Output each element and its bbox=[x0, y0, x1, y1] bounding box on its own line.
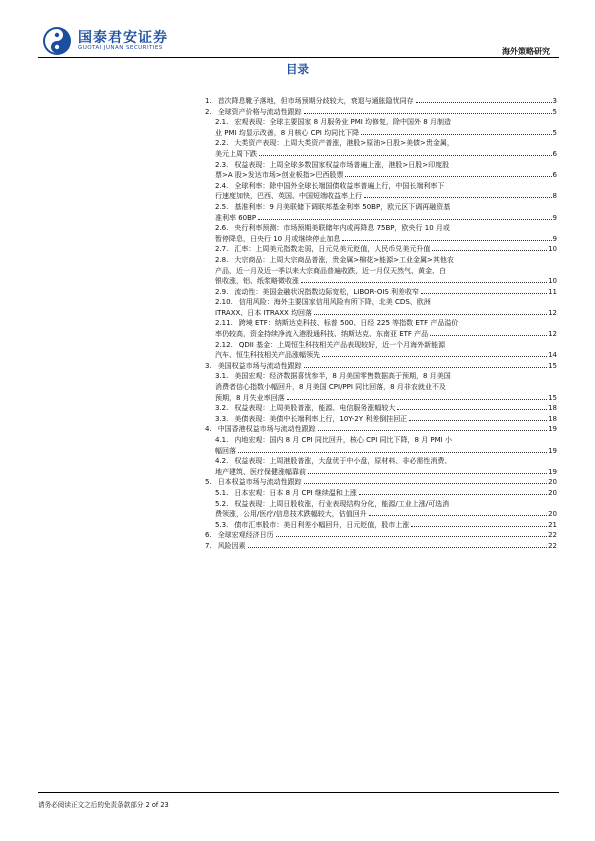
toc-entry-text: 权益表现：上周港股普涨，大盘优于中小盘，原材料、非必需性消费、 bbox=[234, 457, 452, 466]
toc-entry-text: 跨境 ETF：纳斯达克科技、标普 500、日经 225 等指数 ETF 产品溢价 bbox=[238, 319, 459, 328]
toc-entry[interactable] bbox=[205, 477, 557, 488]
toc-leader-dots bbox=[318, 430, 547, 431]
toc-entry[interactable] bbox=[205, 361, 557, 372]
toc-entry-text: 中国香港权益市场与流动性跟踪 bbox=[217, 425, 316, 434]
toc-page-number: 5 bbox=[552, 128, 557, 137]
toc-entry[interactable] bbox=[205, 340, 557, 361]
toc-entry-number: 5. bbox=[205, 478, 212, 487]
toc-entry-number: 3.3. bbox=[215, 414, 229, 423]
toc-entry[interactable] bbox=[205, 287, 557, 298]
toc-entry-number: 2.2. bbox=[215, 139, 229, 148]
toc-entry-number: 2.4. bbox=[215, 181, 229, 190]
toc-leader-dots bbox=[238, 452, 547, 453]
toc-entry-text: 日本宏观：日本 8 月 CPI 继续温和上涨 bbox=[234, 488, 357, 497]
toc-leader-dots bbox=[369, 515, 547, 516]
toc-entry-text: 美元上周下跌 bbox=[215, 149, 257, 158]
toc-entry-number: 2.10. bbox=[215, 298, 233, 307]
toc-leader-dots bbox=[364, 197, 552, 198]
toc-entry[interactable] bbox=[205, 318, 557, 339]
toc-leader-dots bbox=[276, 536, 547, 537]
toc-entry[interactable] bbox=[205, 456, 557, 477]
toc-page-number: 20 bbox=[548, 510, 557, 519]
toc-entry-number: 2.9. bbox=[215, 287, 229, 296]
toc-page-number: 22 bbox=[548, 531, 557, 540]
toc-page-number: 9 bbox=[552, 234, 557, 243]
report-type-label: 海外策略研究 bbox=[502, 47, 550, 56]
toc-entry-number: 2.12. bbox=[215, 340, 233, 349]
toc-page-number: 6 bbox=[552, 149, 557, 158]
toc-page-number: 19 bbox=[548, 467, 557, 476]
toc-entry-number: 6. bbox=[205, 531, 212, 540]
toc-entry-text: 行速度加快，巴西、英国、中国短端收益率上行 bbox=[215, 192, 362, 201]
toc-entry-number: 2.8. bbox=[215, 255, 229, 264]
toc-entry-number: 1. bbox=[205, 97, 212, 105]
toc-page-number: 14 bbox=[548, 351, 557, 360]
toc-entry-number: 2.11. bbox=[215, 319, 233, 328]
toc-page-number: 19 bbox=[548, 446, 557, 455]
toc-page-number: 12 bbox=[548, 330, 557, 339]
toc-entry[interactable] bbox=[205, 435, 557, 456]
toc-page-number: 15 bbox=[548, 393, 557, 402]
toc-entry[interactable] bbox=[205, 520, 557, 531]
toc-leader-dots bbox=[301, 282, 547, 283]
toc-leader-dots bbox=[430, 335, 547, 336]
toc-entry[interactable] bbox=[205, 181, 557, 202]
toc-leader-dots bbox=[314, 314, 547, 315]
toc-entry-number: 5.1. bbox=[215, 488, 229, 497]
toc-title: 目录 bbox=[286, 62, 309, 76]
toc-entry[interactable] bbox=[205, 244, 557, 255]
toc-entry[interactable] bbox=[205, 160, 557, 181]
toc-entry-text: 日本权益市场与流动性跟踪 bbox=[217, 478, 302, 487]
toc-page-number: 6 bbox=[552, 171, 557, 180]
toc-entry[interactable] bbox=[205, 414, 557, 425]
toc-leader-dots bbox=[322, 356, 547, 357]
toc-entry-number: 2.7. bbox=[215, 245, 229, 254]
toc-entry-text: 消费者信心指数小幅回升，8 月美国 CPI/PPI 同比回落，8 月非农就业不及 bbox=[215, 383, 446, 392]
toc-entry-number: 2.1. bbox=[215, 118, 229, 127]
toc-entry-text: 宏观表现：全球主要国家 8 月服务业 PMI 均修复，除中国外 8 月制造 bbox=[234, 118, 451, 127]
toc-entry-text: 率仍较高，资金持续净流入港股通科技、纳斯达克、东南亚 ETF 产品 bbox=[215, 330, 429, 339]
toc-entry-number: 2. bbox=[205, 107, 212, 116]
toc-page-number: 20 bbox=[548, 478, 557, 487]
toc-page-number: 11 bbox=[548, 287, 557, 296]
toc-page-number: 19 bbox=[548, 425, 557, 434]
table-of-contents bbox=[205, 96, 557, 552]
toc-page-number: 8 bbox=[552, 192, 557, 201]
toc-page-number: 18 bbox=[548, 404, 557, 413]
toc-entry-number: 2.3. bbox=[215, 160, 229, 169]
page-header bbox=[38, 26, 558, 56]
toc-leader-dots bbox=[432, 250, 547, 251]
toc-entry[interactable] bbox=[205, 530, 557, 541]
toc-entry-text: 流动性：美国金融状况指数边际宽松，LIBOR-OIS 利差收窄 bbox=[234, 287, 420, 296]
footer-divider bbox=[38, 792, 559, 793]
toc-entry[interactable] bbox=[205, 117, 557, 138]
toc-leader-dots bbox=[345, 176, 551, 177]
toc-entry-text: 债市汇率股市：美日利差小幅回升，日元贬值，股市上涨 bbox=[234, 520, 410, 529]
toc-entry-text: ITRAXX、日本 ITRAXX 均回落 bbox=[215, 308, 313, 317]
toc-entry-text: 银收涨，铝、纸浆略微收涨 bbox=[215, 277, 299, 286]
toc-entry-number: 4.1. bbox=[215, 436, 229, 444]
toc-entry[interactable] bbox=[205, 297, 557, 318]
toc-entry[interactable] bbox=[205, 424, 557, 435]
toc-page-number: 9 bbox=[552, 213, 557, 222]
toc-page-number: 12 bbox=[548, 308, 557, 317]
toc-page-number: 5 bbox=[552, 107, 557, 116]
brand-name-cn: 国泰君安证券 bbox=[78, 30, 168, 46]
toc-leader-dots bbox=[258, 219, 551, 220]
toc-entry-text: 大类资产表现：上周大类资产普涨，港股>原油>日股>美债>贵金属， bbox=[234, 139, 454, 148]
toc-leader-dots bbox=[304, 113, 552, 114]
toc-entry-text: 风险因素 bbox=[217, 541, 246, 550]
toc-entry-number: 4. bbox=[205, 425, 212, 434]
toc-entry-text: 信用风险：海外主要国家信用风险有所下降，北美 CDS、欧洲 bbox=[238, 298, 431, 307]
toc-entry-number: 7. bbox=[205, 541, 212, 550]
toc-entry-text: 业 PMI 均显示改善，8 月核心 CPI 均同比下降 bbox=[215, 128, 360, 137]
toc-leader-dots bbox=[287, 399, 547, 400]
toc-leader-dots bbox=[361, 134, 551, 135]
toc-entry-text: 权益表现：上周全球多数国家权益市场普遍上涨，港股>日股>印度股 bbox=[234, 160, 450, 169]
toc-entry-number: 3. bbox=[205, 361, 212, 370]
toc-entry-text: 内地宏观：国内 8 月 CPI 同比回升，核心 CPI 同比下降，8 月 PMI 小 bbox=[234, 436, 452, 444]
toc-leader-dots bbox=[342, 240, 551, 241]
toc-entry-text: 首次降息靴子落地，但市场预期分歧较大，衰退与通胀隐忧同存 bbox=[217, 97, 414, 105]
toc-leader-dots bbox=[397, 409, 547, 410]
toc-leader-dots bbox=[411, 526, 547, 527]
toc-page-number: 21 bbox=[548, 520, 557, 529]
toc-page-number: 20 bbox=[548, 488, 557, 497]
toc-page-number: 22 bbox=[548, 541, 557, 550]
toc-entry-text: 准利率 60BP bbox=[215, 213, 257, 222]
toc-page-number: 10 bbox=[548, 245, 557, 254]
toc-entry-text: 全球利率：除中国外全球长端国债收益率普遍上行，中国长端利率下 bbox=[234, 181, 445, 190]
toc-entry-text: 产品，近一月及近一季以来大宗商品普遍收跌，近一月仅天然气、黄金、白 bbox=[215, 266, 446, 275]
toc-leader-dots bbox=[259, 155, 552, 156]
toc-entry-text: 汽车、恒生科技相关产品涨幅领先 bbox=[215, 351, 320, 360]
company-logo-icon bbox=[42, 26, 72, 56]
toc-entry-text: 全球资产价格与流动性跟踪 bbox=[217, 107, 302, 116]
toc-entry-text: 票>A 股>发达市场>创业板指>巴西股票 bbox=[215, 171, 344, 180]
toc-page-number: 15 bbox=[548, 361, 557, 370]
toc-entry-number: 4.2. bbox=[215, 457, 229, 466]
toc-entry-text: 费领涨，公用/医疗/信息技术跌幅较大，估值回升 bbox=[215, 510, 367, 519]
toc-entry-text: 全球宏观经济日历 bbox=[217, 531, 274, 540]
toc-entry-number: 5.3. bbox=[215, 520, 229, 529]
toc-entry[interactable] bbox=[205, 371, 557, 403]
toc-entry-text: 权益表现：上周美股普涨，能源、电信服务涨幅较大 bbox=[234, 404, 396, 413]
toc-entry[interactable] bbox=[205, 138, 557, 159]
toc-entry[interactable] bbox=[205, 403, 557, 414]
toc-page-number: 10 bbox=[548, 277, 557, 286]
toc-entry-text: 美债表现：美债中长端利率上行，10Y-2Y 利差倒挂回正 bbox=[234, 414, 408, 423]
toc-entry-number: 3.2. bbox=[215, 404, 229, 413]
toc-leader-dots bbox=[416, 102, 552, 103]
toc-entry-text: 汇率：上周美元指数走弱，日元兑美元贬值，人民币兑美元升值 bbox=[234, 245, 431, 254]
toc-leader-dots bbox=[421, 293, 547, 294]
toc-entry-text: QDII 基金：上周恒生科技相关产品表现较好，近一个月海外新能源 bbox=[238, 340, 446, 349]
toc-entry[interactable] bbox=[205, 541, 557, 552]
toc-entry-text: 美国权益市场与流动性跟踪 bbox=[217, 361, 302, 370]
toc-entry-number: 2.6. bbox=[215, 224, 229, 233]
toc-page-number: 18 bbox=[548, 414, 557, 423]
toc-entry-text: 暂停降息，日央行 10 月或继续停止加息 bbox=[215, 234, 341, 243]
brand-name-en: GUOTAI JUNAN SECURITIES bbox=[78, 45, 163, 51]
toc-leader-dots bbox=[304, 483, 547, 484]
toc-entry-text: 幅回落 bbox=[215, 446, 236, 455]
toc-entry[interactable] bbox=[205, 499, 557, 520]
toc-entry-text: 大宗商品：上周大宗商品普涨，贵金属>棉花>能源>工业金属>其他农 bbox=[234, 255, 454, 264]
toc-leader-dots bbox=[359, 494, 547, 495]
toc-leader-dots bbox=[304, 367, 547, 368]
toc-entry[interactable] bbox=[205, 202, 557, 223]
toc-entry-text: 地产建筑、医疗保健涨幅靠前 bbox=[215, 467, 306, 476]
toc-entry[interactable] bbox=[205, 488, 557, 499]
toc-entry-text: 权益表现：上周日股收涨，行业表现结构分化，能源/工业上涨/可选消 bbox=[234, 499, 450, 508]
header-divider bbox=[38, 57, 559, 58]
toc-entry-number: 5.2. bbox=[215, 499, 229, 508]
toc-entry-text: 基准利率：9 月美联储下调联邦基金利率 50BP，欧元区下调再融资基 bbox=[234, 202, 451, 211]
toc-leader-dots bbox=[409, 420, 547, 421]
toc-leader-dots bbox=[308, 473, 547, 474]
footer-disclaimer: 请务必阅读正文之后的免责条款部分 2 of 23 bbox=[38, 801, 169, 809]
toc-page-number: 3 bbox=[552, 97, 557, 105]
toc-entry[interactable] bbox=[205, 223, 557, 244]
toc-leader-dots bbox=[248, 547, 547, 548]
toc-entry[interactable] bbox=[205, 96, 557, 107]
toc-entry-text: 预期，8 月失业率回落 bbox=[215, 393, 285, 402]
toc-entry-number: 3.1. bbox=[215, 372, 229, 381]
toc-entry-number: 2.5. bbox=[215, 202, 229, 211]
toc-entry-text: 央行利率预测：市场预期美联储年内或再降息 75BP，欧央行 10 月或 bbox=[234, 224, 450, 233]
toc-entry[interactable] bbox=[205, 107, 557, 118]
toc-entry-text: 美国宏观：经济数据喜忧参半，8 月美国零售数据高于预期，8 月美国 bbox=[234, 372, 451, 381]
toc-entry[interactable] bbox=[205, 255, 557, 287]
